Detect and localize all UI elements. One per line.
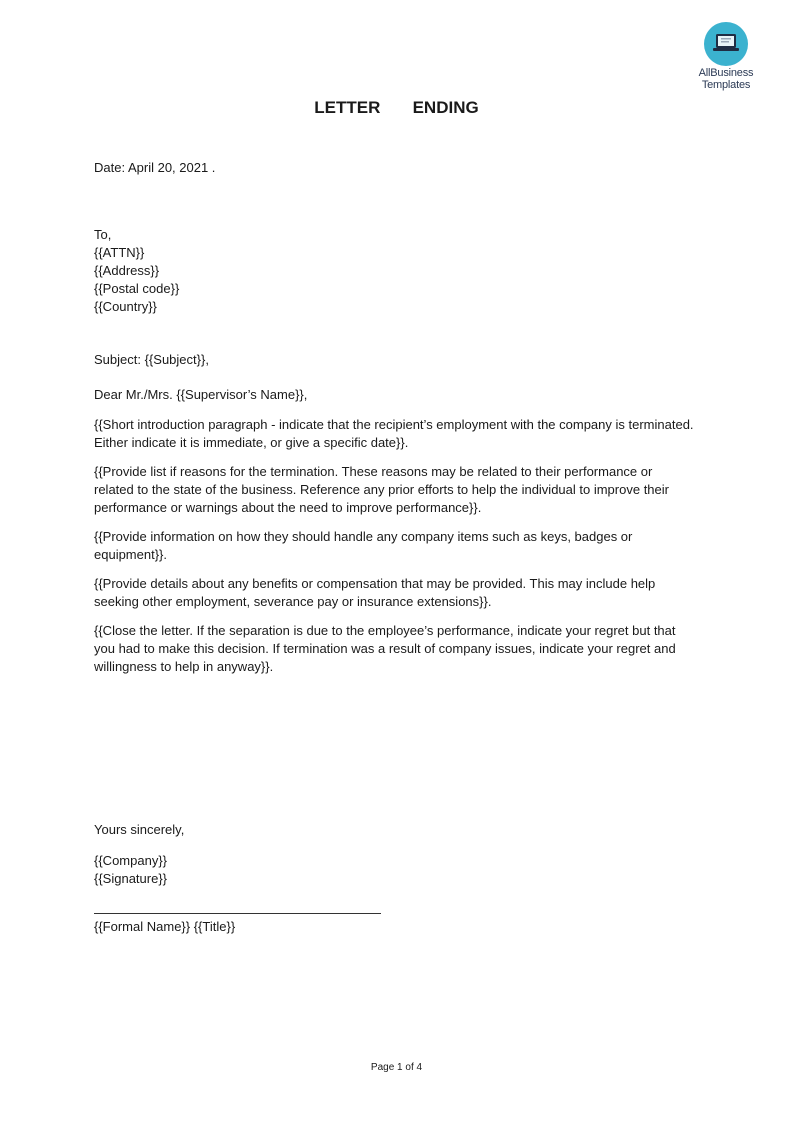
company-placeholder: {{Company}}: [94, 853, 168, 868]
signature-line: [94, 913, 381, 914]
address-street: {{Address}}: [94, 263, 160, 278]
recipient-address: [94, 226, 694, 316]
body-paragraph-2: {{Provide list if reasons for the termination. These reasons may be related to their performance or related to the state of the business. Reference any prior efforts to help the individual to improve their performance or warnings about the need to improve performance}}.: [94, 464, 669, 515]
body-paragraph-5: {{Close the letter. If the separation is due to the employee’s performance, indicate your regret but that you had to make this decision. If termination was a result of company issues, indicate your regret and willingness to help in anyway}}.: [94, 623, 676, 674]
signature-placeholder: {{Signature}}: [94, 871, 168, 886]
salutation: Dear Mr./Mrs. {{Supervisor’s Name}},: [94, 387, 308, 402]
allbusiness-logo: [690, 22, 762, 91]
closing: Yours sincerely,: [94, 822, 185, 837]
page-number: Page 1 of 4: [370, 1062, 423, 1073]
formal-name: {{Formal Name}} {{Title}}: [94, 919, 236, 934]
logo-line-2: Templates: [701, 79, 751, 91]
body-paragraph-4: {{Provide details about any benefits or compensation that may be provided. This may include help seeking other employment, severance pay or insurance extensions}}.: [94, 576, 656, 609]
logo-text: [690, 67, 762, 91]
address-attn: {{ATTN}}: [94, 245, 145, 260]
address-to: To,: [94, 227, 112, 242]
body-paragraph-1: {{Short introduction paragraph - indicate that the recipient’s employment with the company is terminated. Either indicate it is immediate, or give a specific date}}.: [94, 417, 694, 450]
subject-line: Subject: {{Subject}},: [94, 352, 209, 367]
letter-body: [94, 386, 694, 688]
sender-block: [94, 852, 694, 888]
body-paragraph-3: {{Provide information on how they should handle any company items such as keys, badges or equipment}}.: [94, 529, 633, 562]
page-title: LETTER ENDING: [314, 98, 479, 117]
logo-line-1: AllBusiness: [698, 67, 754, 79]
address-postal: {{Postal code}}: [94, 281, 180, 296]
laptop-icon: [704, 22, 748, 66]
address-country: {{Country}}: [94, 299, 157, 314]
date-line: Date: April 20, 2021 .: [94, 160, 216, 175]
